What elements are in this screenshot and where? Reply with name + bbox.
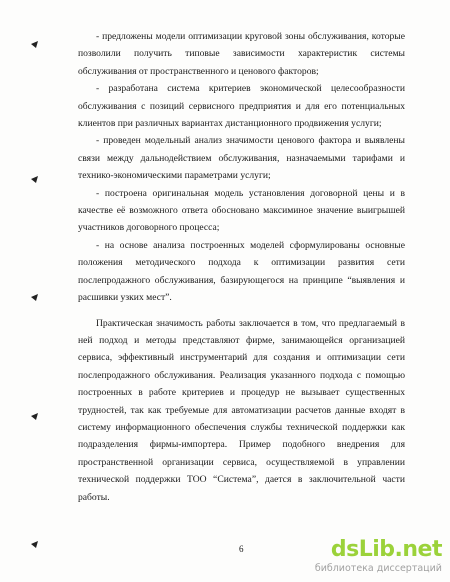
watermark: [314, 537, 442, 578]
margin-mark: [30, 540, 39, 549]
watermark-subtitle: библиотека диссертаций: [314, 563, 442, 574]
paragraph-item-5: - на основе анализа построенных моделей сформулированы основные положения методического подхода к оптимизации развития сети послепродажного обслуживания, базирующегося на принципе “выявления и расшивки узких мест”.: [78, 239, 405, 304]
page-number: 6: [239, 544, 244, 554]
paragraph-item-2: - разработана система критериев экономической целесообразности обслуживания с позиций сервисного предприятия и для его потенциальных клиентов при различных вариантах дистанционного продвижения услуги;: [78, 83, 405, 130]
practical-significance-paragraph: Практическая значимость работы заключается в том, что предлагаемый в ней подход и методы представляют фирме, занимающейся организацией сервиса, эффективный инструментарий для создания и оптимизации сети послепродажного обслуживания. Реализация указанного подхода с помощью построенных в работе критериев и процедур не вызывает существенных трудностей, так как требуемые для автоматизации расчетов данные входят в систему информационного обеспечения службы технической поддержки как подразделения фирмы-импортера. Пример подобного внедрения для пространственной организации сервиса, осуществляемой в управлении технической поддержки ТОО “Система”, дается в заключительной части работы.: [78, 317, 405, 503]
paragraph-item-4: - построена оригинальная модель установления договорной цены и в качестве её возможного ответа обосновано максиминое значение выигрышей участников договорного процесса;: [78, 187, 405, 234]
paragraph-item-1: - предложены модели оптимизации круговой зоны обслуживания, которые позволили получить типовые зависимости характеристик системы обслуживания от пространственного и ценового факторов;: [78, 31, 405, 77]
margin-mark: [30, 412, 39, 421]
paragraph-item-3: - проведен модельный анализ значимости ценового фактора и выявлены связи между дальнодействием обслуживания, назначаемыми тарифами и технико-экономическими параметрами услуги;: [78, 135, 405, 182]
document-body: [78, 28, 405, 506]
margin-mark: [30, 175, 39, 184]
watermark-brand: dsLib.net: [330, 537, 442, 562]
paragraph-gap: [78, 307, 405, 315]
margin-mark: [30, 40, 39, 49]
margin-mark: [30, 293, 39, 302]
